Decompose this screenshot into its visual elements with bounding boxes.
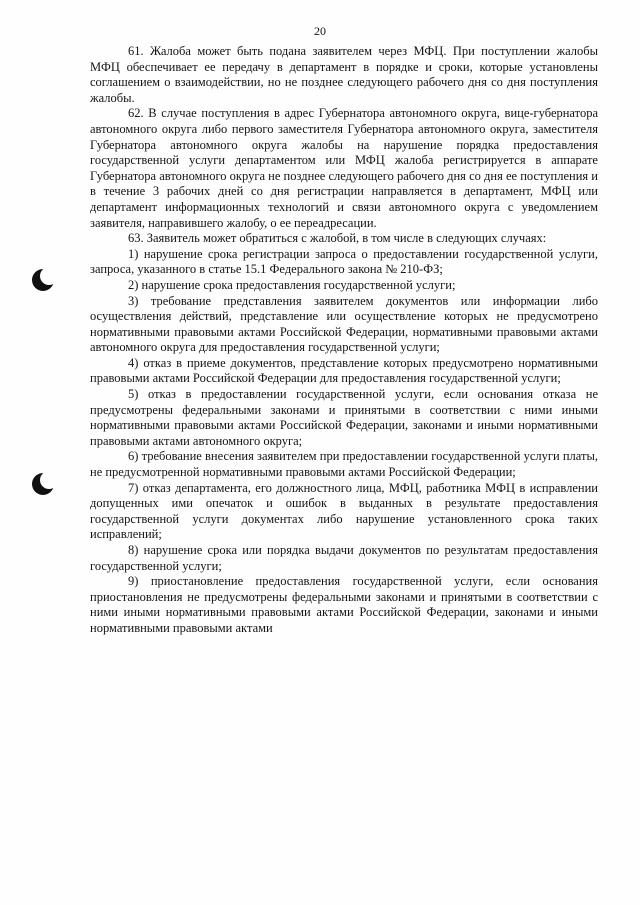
list-item-6: 6) требование внесения заявителем при предоставлении государственной услуги платы, не предусмотренной нормативными правовыми актами Российской Федерации; [90,449,598,480]
list-item-4: 4) отказ в приеме документов, представление которых предусмотрено нормативными правовыми актами Российской Федерации для предоставления государственной услуги; [90,355,598,386]
document-body [90,44,598,637]
punch-hole-mark-top [32,269,54,291]
list-item-1: 1) нарушение срока регистрации запроса о предоставлении государственной услуги, запроса, указанного в статье 15.1 Федерального закона № 210-ФЗ; [90,246,598,277]
paragraph-61: 61. Жалоба может быть подана заявителем через МФЦ. При поступлении жалобы МФЦ обеспечивает ее передачу в департамент в порядке и сроки, которые установлены соглашением о взаимодействии, но не позднее следующего рабочего дня со дня поступления жалобы. [90,44,598,105]
paragraph-63: 63. Заявитель может обратиться с жалобой, в том числе в следующих случаях: [128,231,547,246]
page-number: 20 [314,24,326,38]
list-item-2: 2) нарушение срока предоставления государственной услуги; [128,277,456,292]
list-item-8: 8) нарушение срока или порядка выдачи документов по результатам предоставления государственной услуги; [90,543,598,573]
punch-hole-mark-bottom [32,473,54,495]
list-item-3: 3) требование представления заявителем документов или информации либо осуществления действий, представление или осуществление которых не предусмотрено нормативными правовыми актами Российской Федерации, нормативными правовыми актами автономного округа для предоставления государственной услуги; [90,293,598,355]
list-item-7: 7) отказ департамента, его должностного лица, МФЦ, работника МФЦ в исправлении допущенных ими опечаток и ошибок в выданных в результате предоставления государственной услуги документах либо нарушение установленного срока таких исправлений; [90,480,598,542]
list-item-5: 5) отказ в предоставлении государственной услуги, если основания отказа не предусмотрены федеральными законами и принятыми в соответствии с ними иными нормативными правовыми актами Российской Федерации, законами и иными нормативными правовыми актами автономного округа; [90,387,598,448]
paragraph-62: 62. В случае поступления в адрес Губернатора автономного округа, вице-губернатора автономного округа либо первого заместителя Губернатора автономного округа, заместителя Губернатора автономного округа жалобы на нарушение порядка предоставления государственной услуги департаментом или МФЦ жалоба регистрируется в аппарате Губернатора автономного округа не позднее следующего рабочего дня со дня ее поступления и в течение 3 рабочих дней со дня регистрации направляется в департамент, МФЦ или департамент информационных технологий и связи автономного округа с уведомлением заявителя, направившего жалобу, о ее переадресации. [90,106,598,230]
list-item-9: 9) приостановление предоставления государственной услуги, если основания приостановления не предусмотрены федеральными законами и принятыми в соответствии с ними иными нормативными правовыми актами Российской Федерации, законами и иными нормативными правовыми актами [90,574,598,635]
